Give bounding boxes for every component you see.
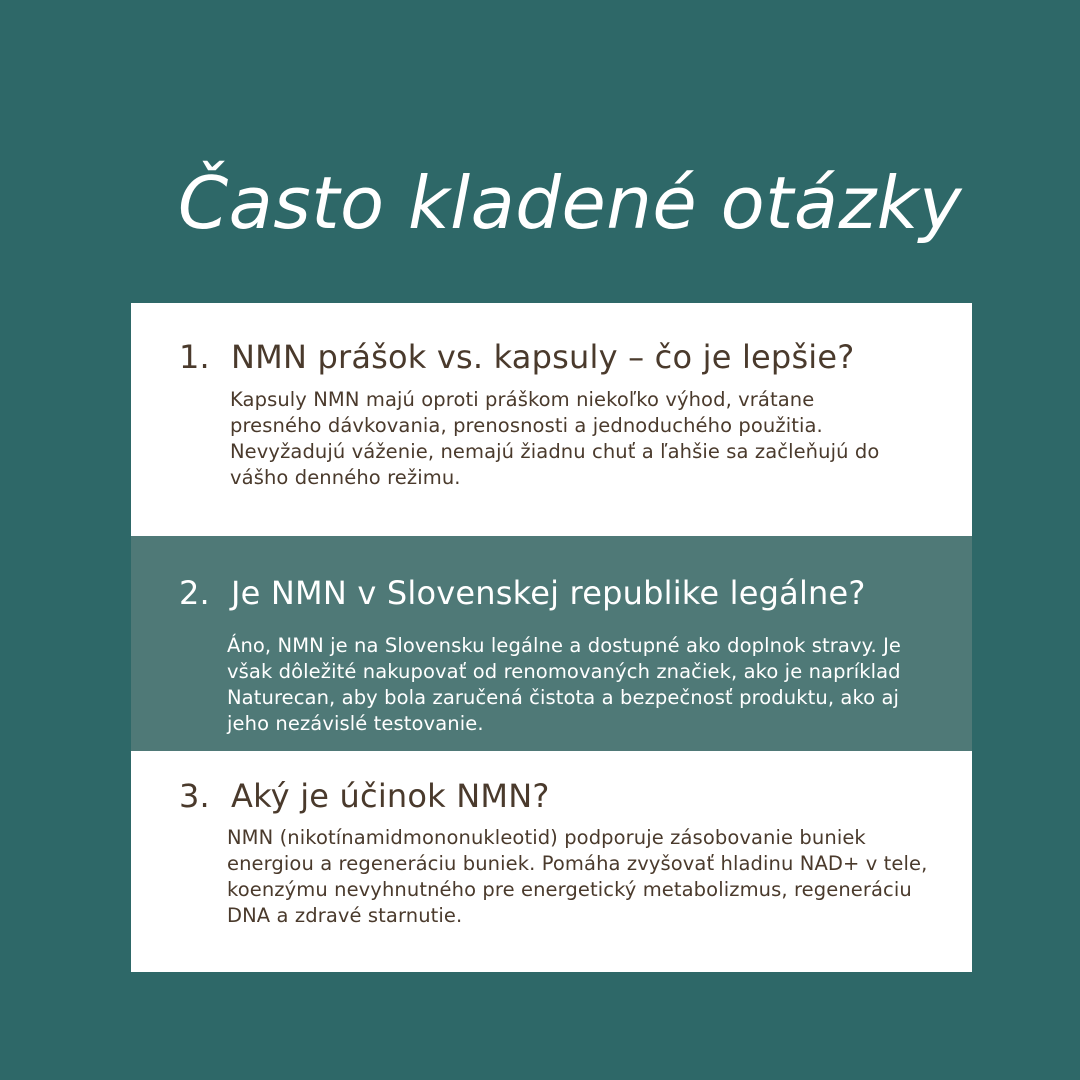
faq-question-3 xyxy=(179,776,550,816)
page-title: Často kladené otázky xyxy=(177,161,963,245)
faq-question-text-2: Je NMN v Slovenskej republike legálne? xyxy=(231,574,866,612)
faq-question-1 xyxy=(179,337,854,377)
faq-item-3 xyxy=(131,751,972,972)
faq-answer-2: Áno, NMN je na Slovensku legálne a dostupné ako doplnok stravy. Je však dôležité nakupovať od renomovaných značiek, ako je napríklad Naturecan, aby bola zaručená čistota a bezpečnosť produktu, ako aj jeho nezávislé testovanie. xyxy=(227,634,902,735)
faq-number-2: 2. xyxy=(179,574,210,612)
faq-question-text-1: NMN prášok vs. kapsuly – čo je lepšie? xyxy=(231,338,855,376)
faq-answer-1: Kapsuly NMN majú oproti práškom niekoľko výhod, vrátane presného dávkovania, prenosnosti a jednoduchého použitia. Nevyžadujú váženie, nemajú žiadnu chuť a ľahšie sa začleňujú do vášho denného režimu. xyxy=(230,388,880,489)
faq-answer-3: NMN (nikotínamidmononukleotid) podporuje zásobovanie buniek energiou a regeneráciu buniek. Pomáha zvyšovať hladinu NAD+ v tele, koenzýmu nevyhnutného pre energetický metabolizmus, regeneráciu DNA a zdravé starnutie. xyxy=(227,826,928,927)
faq-question-text-3: Aký je účinok NMN? xyxy=(231,777,550,815)
faq-card xyxy=(131,303,972,972)
faq-number-1: 1. xyxy=(179,338,210,376)
faq-question-2 xyxy=(179,573,866,613)
faq-item-1 xyxy=(131,303,972,536)
faq-item-2 xyxy=(131,536,972,751)
faq-number-3: 3. xyxy=(179,777,210,815)
